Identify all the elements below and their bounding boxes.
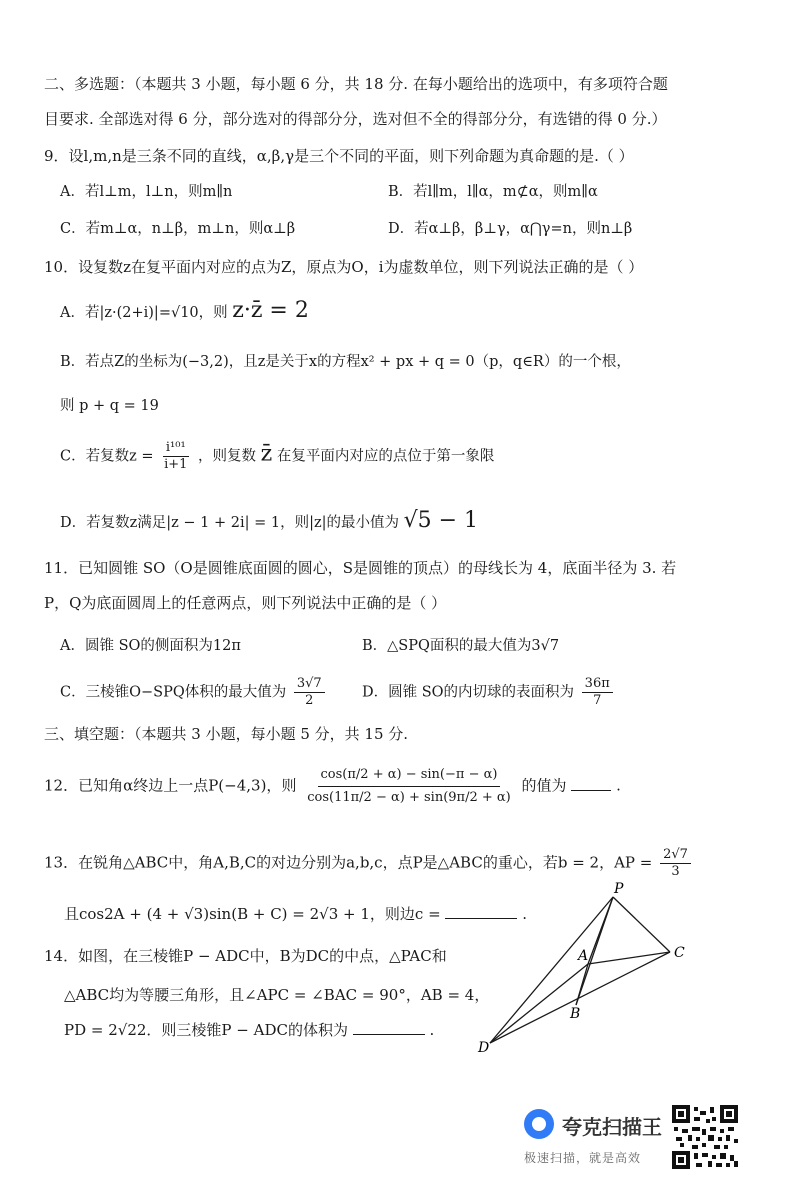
q12-period: .	[616, 776, 621, 795]
q10-option-b-line1: B．若点Z的坐标为(−3,2)，且z是关于x的方程x² + px + q = 0（p，q∈R）的一个根，	[60, 354, 631, 370]
q11-option-a: A．圆锥 SO的侧面积为12π	[60, 638, 241, 654]
q12-line	[44, 764, 621, 809]
q12-pre: 12．已知角α终边上一点P(−4,3)，则	[44, 776, 297, 795]
q13-ap-num: 2√7	[660, 847, 691, 864]
q10-option-c-fraction	[161, 440, 190, 473]
q12-numerator: cos(π/2 + α) − sin(−π − α)	[318, 764, 501, 787]
q9-option-b: B．若l∥m，l∥α，m⊄α，则m∥α	[388, 184, 598, 200]
q10-option-c-post: 在复平面内对应的点位于第一象限	[276, 448, 495, 465]
edge-pd	[490, 897, 613, 1043]
q13-ap-fraction	[660, 847, 691, 880]
q11-option-c	[60, 676, 328, 709]
q10-option-c	[60, 440, 494, 473]
q14-line3	[64, 1020, 434, 1040]
q12-fraction	[304, 764, 514, 809]
label-b: B	[570, 1006, 581, 1022]
q10-option-a-text: A．若|z·(2+i)|=√10，则	[60, 305, 228, 321]
qr-code-icon	[672, 1105, 738, 1169]
q10-option-c-pre: C．若复数z =	[60, 448, 154, 465]
q11-option-c-den: 2	[305, 693, 314, 708]
q14-line1: 14．如图，在三棱锥P − ADC中，B为DC的中点，△PAC和	[44, 947, 447, 965]
q9-option-a: A．若l⊥m，l⊥n，则m∥n	[60, 184, 233, 200]
q11-option-d-den: 7	[593, 693, 602, 708]
q11-stem-line1: 11．已知圆锥 SO（O是圆锥底面圆的圆心，S是圆锥的顶点）的母线长为 4，底面半径为 3. 若	[44, 559, 677, 577]
pyramid-figure	[470, 880, 710, 1060]
q13-period: .	[522, 905, 528, 923]
q11-option-b: B．△SPQ面积的最大值为3√7	[362, 638, 560, 654]
q13-line2	[64, 904, 527, 924]
q14-line3-text: PD = 2√22．则三棱锥P − ADC的体积为	[64, 1021, 348, 1039]
q13-line2-text: 且cos2A + (4 + √3)sin(B + C) = 2√3 + 1，则边c =	[64, 905, 441, 923]
label-p: P	[614, 881, 624, 897]
label-d: D	[478, 1040, 490, 1056]
q11-option-c-pre: C．三棱锥O−SPQ体积的最大值为	[60, 684, 287, 701]
label-c: C	[674, 945, 685, 961]
q10-option-b-line2: 则 p + q = 19	[60, 398, 159, 414]
q13-ap-den: 3	[671, 864, 680, 879]
q11-stem-line2: P，Q为底面圆周上的任意两点，则下列说法中正确的是（ ）	[44, 594, 447, 612]
q12-post: 的值为	[521, 776, 567, 795]
quark-logo-icon	[524, 1109, 554, 1139]
q10-option-d	[60, 508, 479, 533]
section2-heading-line1: 二、多选题：（本题共 3 小题，每小题 6 分，共 18 分. 在每小题给出的选项中，有多项符合题	[44, 75, 668, 93]
q9-stem: 9．设l,m,n是三条不同的直线，α,β,γ是三个不同的平面，则下列命题为真命题的是.（ ）	[44, 147, 634, 165]
q10-option-d-expr: √5 − 1	[403, 508, 479, 533]
section3-heading: 三、填空题：（本题共 3 小题，每小题 5 分，共 15 分.	[44, 725, 409, 743]
q14-line2: △ABC均为等腰三角形，且∠APC = ∠BAC = 90°，AB = 4，	[64, 986, 490, 1004]
q12-denominator: cos(11π/2 − α) + sin(9π/2 + α)	[307, 790, 511, 805]
q9-option-d: D．若α⊥β，β⊥γ，α⋂γ=n，则n⊥β	[388, 221, 633, 237]
q9-option-c: C．若m⊥α，n⊥β，m⊥n，则α⊥β	[60, 221, 296, 237]
q10-stem: 10．设复数z在复平面内对应的点为Z，原点为O，i为虚数单位，则下列说法正确的是（ ）	[44, 258, 644, 276]
q11-option-d-num: 36π	[582, 676, 613, 693]
q10-option-c-mid: ，则复数	[198, 448, 257, 465]
edge-pc	[613, 897, 670, 952]
q10-option-c-den: i+1	[164, 457, 188, 472]
q13-line1-text: 13．在锐角△ABC中，角A,B,C的对边分别为a,b,c，点P是△ABC的重心，若b = 2，AP =	[44, 853, 653, 872]
q10-option-d-text: D．若复数z满足|z − 1 + 2i| = 1，则|z|的最小值为	[60, 515, 400, 531]
watermark-name: 夸克扫描王	[562, 1115, 662, 1139]
q11-option-c-fraction	[294, 676, 325, 709]
q14-answer-blank[interactable]	[353, 1020, 425, 1035]
q10-option-c-zbar: z̄	[260, 441, 273, 467]
q11-option-d-fraction	[582, 676, 613, 709]
q14-period: .	[429, 1021, 435, 1039]
section2-heading-line2: 目要求. 全部选对得 6 分，部分选对的得部分分，选对但不全的得部分分，有选错的得 0 分.）	[44, 110, 667, 128]
edge-da	[490, 964, 588, 1043]
edge-ab	[576, 964, 588, 1005]
q10-option-a	[60, 298, 309, 323]
q10-option-c-num: i¹⁰¹	[163, 440, 189, 457]
edge-dc	[490, 952, 670, 1043]
q11-option-d-pre: D．圆锥 SO的内切球的表面积为	[362, 684, 575, 701]
watermark-slogan: 极速扫描，就是高效	[524, 1151, 642, 1165]
scanner-watermark	[522, 1105, 792, 1175]
label-a: A	[578, 948, 589, 964]
q12-answer-blank[interactable]	[571, 776, 611, 791]
q13-line1	[44, 847, 694, 880]
q11-option-c-num: 3√7	[294, 676, 325, 693]
q10-option-a-expr: z·z̄ = 2	[232, 298, 309, 323]
q11-option-d	[362, 676, 616, 709]
